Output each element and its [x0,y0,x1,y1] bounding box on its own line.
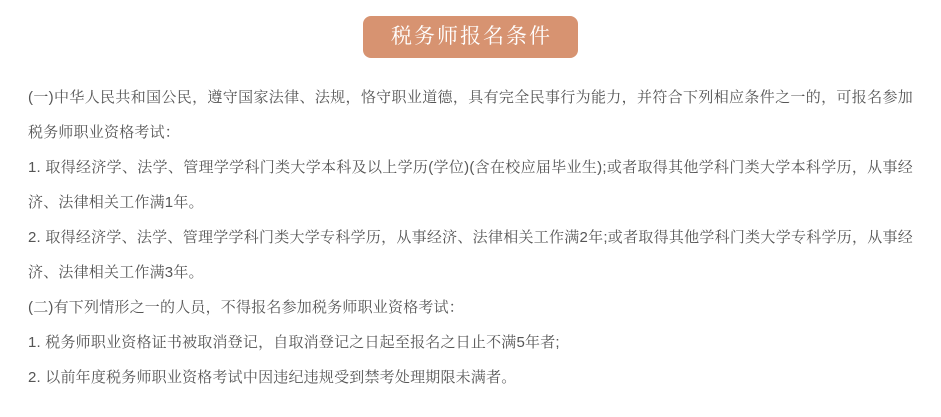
paragraph: (一)中华人民共和国公民，遵守国家法律、法规，恪守职业道德，具有完全民事行为能力，并符合下列相应条件之一的，可报名参加税务师职业资格考试： [28,89,913,141]
paragraph: (二)有下列情形之一的人员，不得报名参加税务师职业资格考试： [28,299,464,316]
content-body [0,58,941,395]
page-title: 税务师报名条件 [363,16,578,58]
paragraph: 1. 税务师职业资格证书被取消登记，自取消登记之日起至报名之日止不满5年者; [28,334,560,351]
paragraph: 2. 取得经济学、法学、管理学学科门类大学专科学历，从事经济、法律相关工作满2年;或者取得其他学科门类大学专科学历，从事经济、法律相关工作满3年。 [28,229,913,281]
paragraph: 1. 取得经济学、法学、管理学学科门类大学本科及以上学历(学位)(含在校应届毕业生);或者取得其他学科门类大学本科学历，从事经济、法律相关工作满1年。 [28,159,913,211]
title-container [0,0,941,58]
paragraph: 2. 以前年度税务师职业资格考试中因违纪违规受到禁考处理期限未满者。 [28,369,517,386]
